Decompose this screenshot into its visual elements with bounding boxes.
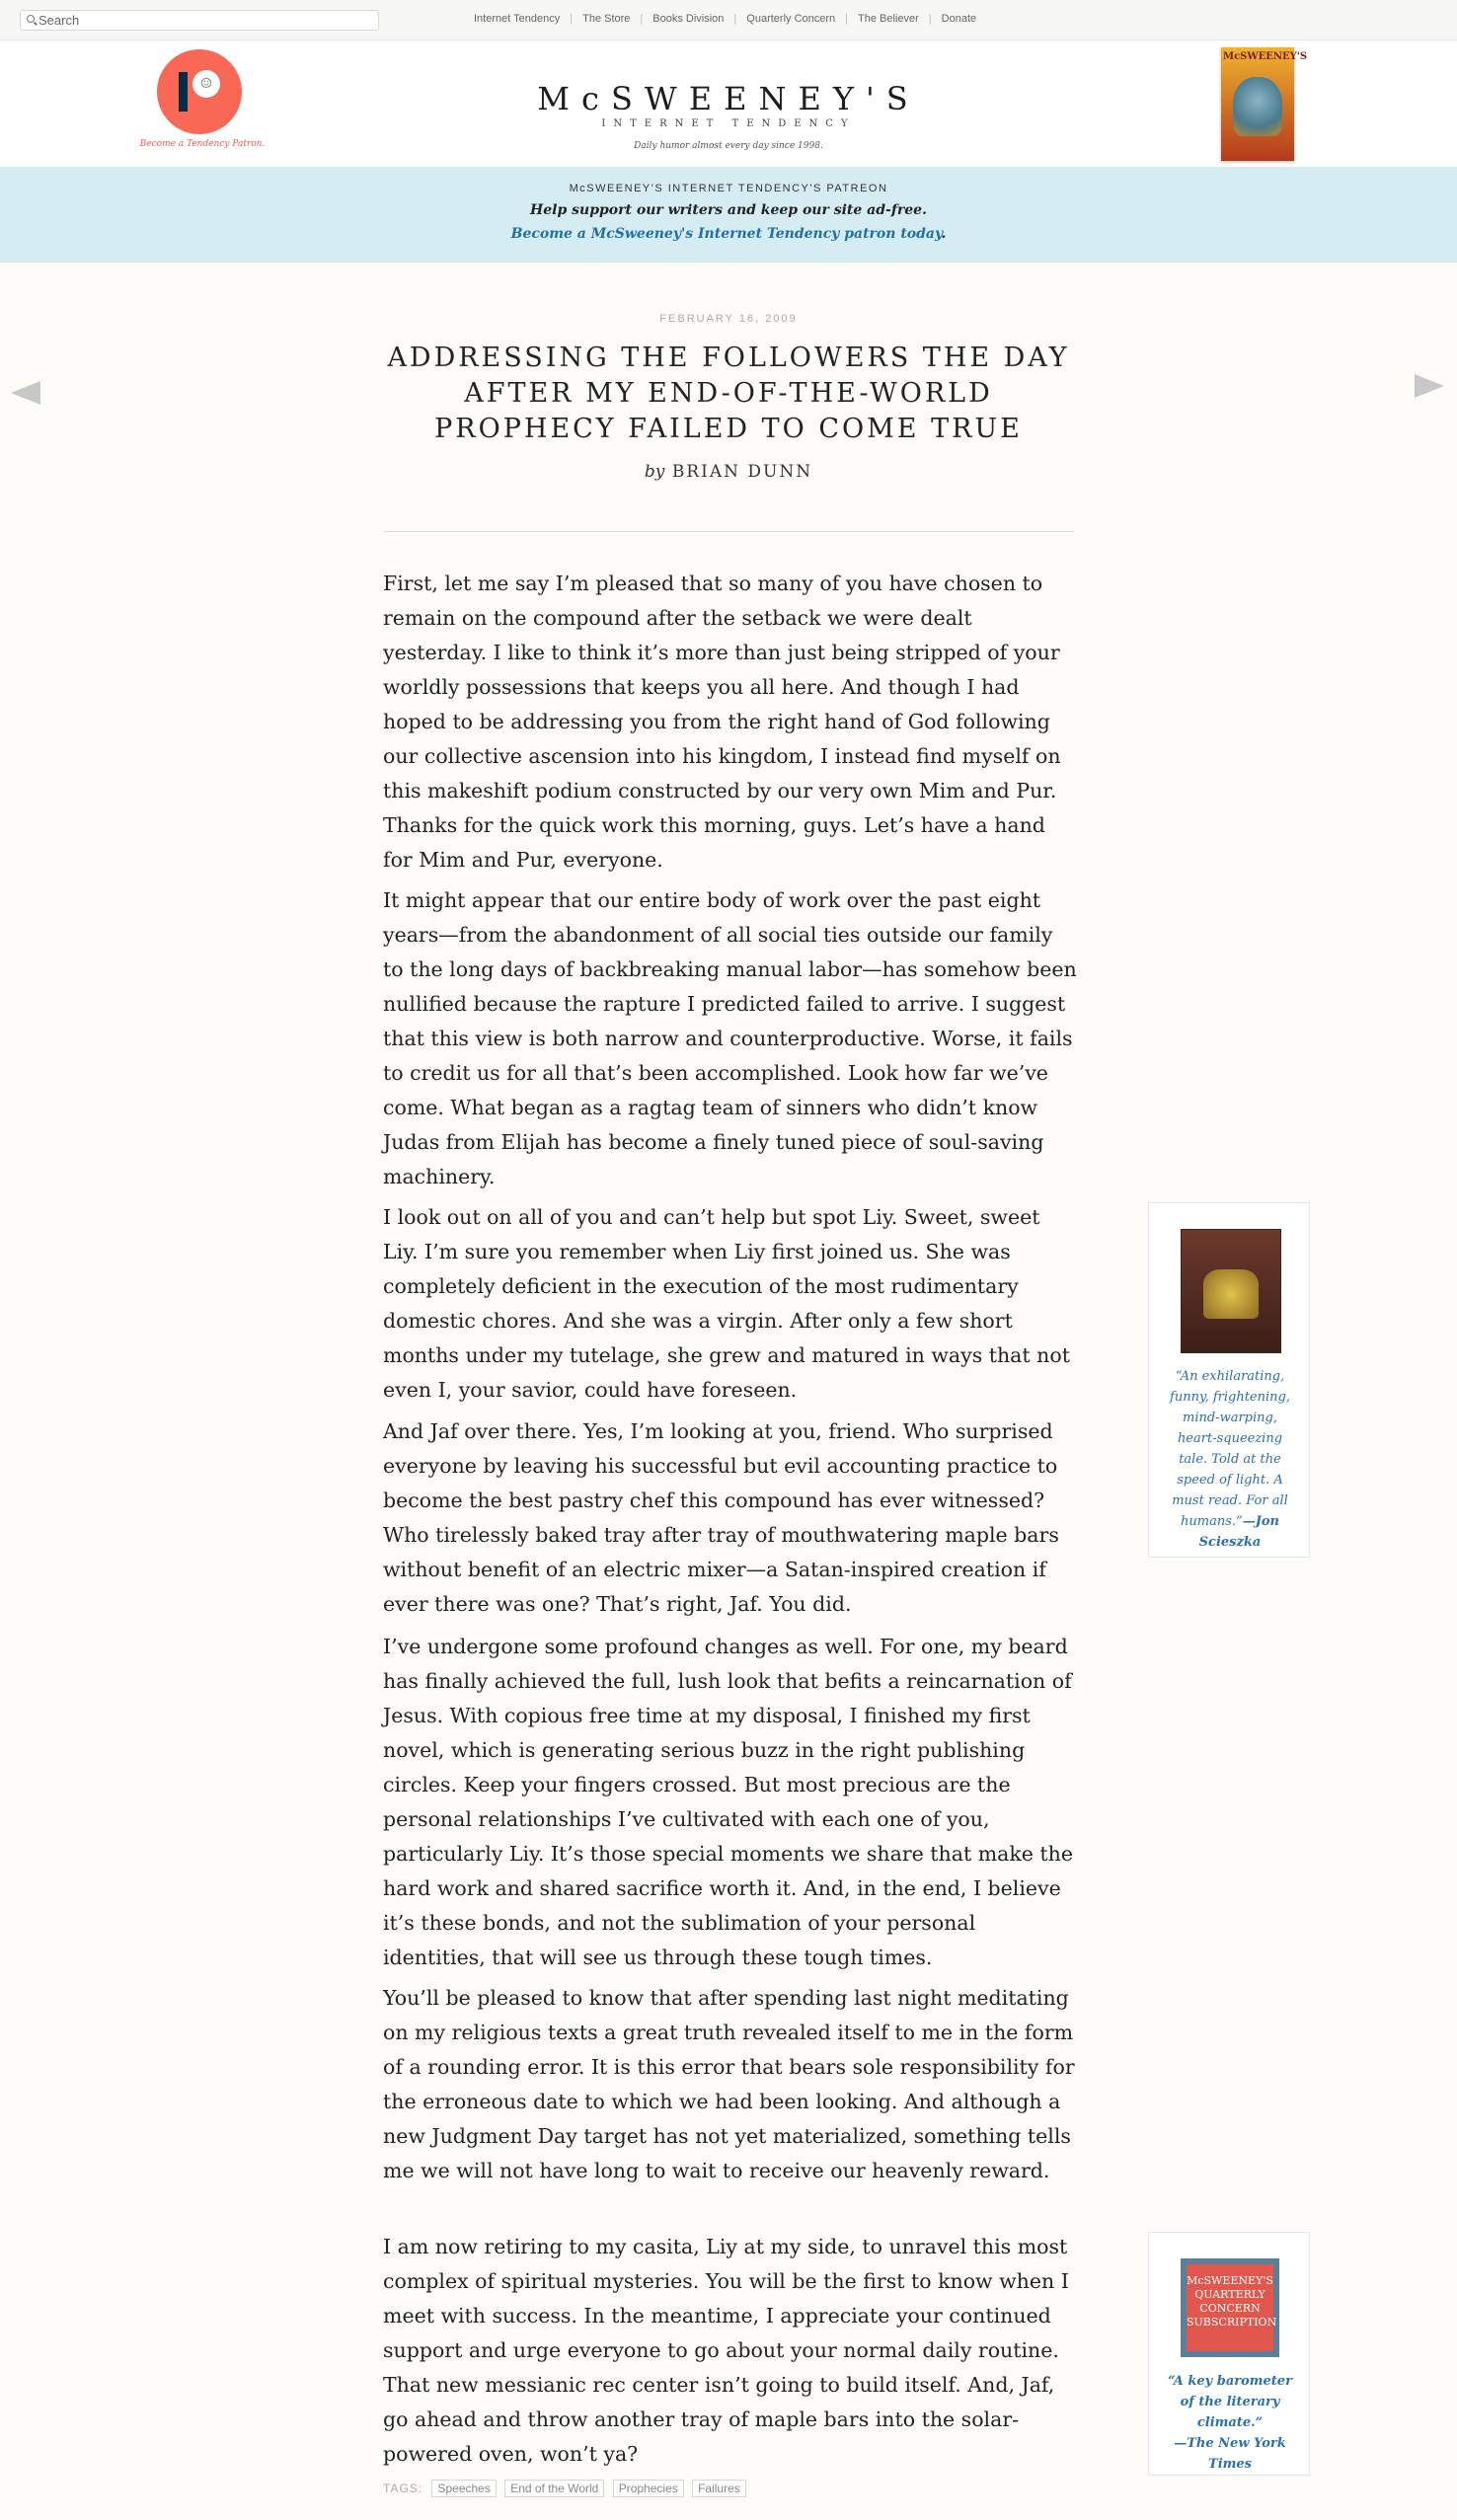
article-tags <box>383 2480 751 2497</box>
patron-link[interactable]: Become a McSweeney's Internet Tendency patron today <box>510 226 942 242</box>
ad-quote <box>1163 1366 1297 1553</box>
nav-separator: | <box>928 13 932 25</box>
ad-book-cover-image[interactable] <box>1181 1229 1281 1353</box>
site-logo[interactable]: McSWEENEY'S <box>537 80 920 117</box>
ad-quote-attribution: —The New York Times <box>1174 2436 1286 2472</box>
ad-quote-text: “An exhilarating, funny, frightening, mind-warping, heart-squeezing tale. Told at the speed of light. A must read. For all humans.” <box>1170 1369 1290 1529</box>
tag-prophecies[interactable]: Prophecies <box>613 2480 684 2497</box>
article-title: ADDRESSING THE FOLLOWERS THE DAY AFTER MY END-OF-THE-WORLD PROPHECY FAILED TO COME TRUE <box>387 343 1070 444</box>
article-paragraph: It might appear that our entire body of work over the past eight years—from the abandonment of all social ties outside our family to the long days of backbreaking manual labor—has somehow been nullified because the rapture I predicted failed to arrive. I suggest that this view is both narrow and counterproductive. Worse, it fails to credit us for all that’s been accomplished. Look how far we’ve come. What began as a ragtag team of sinners who didn’t know Judas from Elijah has become a finely tuned piece of soul-saving machinery. <box>383 888 1077 1188</box>
patreon-logo-icon[interactable] <box>157 49 242 134</box>
nav-internet-tendency[interactable]: Internet Tendency <box>474 13 561 25</box>
patron-link-line <box>0 226 1457 242</box>
article-paragraph: I’ve undergone some profound changes as well. For one, my beard has finally achieved the full, lush look that befits a reincarnation of Jesus. With copious free time at my disposal, I finished my first novel, which is generating serious buzz in the right publishing circles. Keep your fingers crossed. But most precious are the personal relationships I’ve cultivated with each one of you, particularly Liy. It’s those special moments we share that make the hard work and shared sacrifice worth it. And, in the end, I believe it’s these bonds, and not the sublimation of your personal identities, that will see us through these tough times. <box>383 1635 1074 1969</box>
ad-subscription-image[interactable] <box>1181 2258 1279 2357</box>
patron-subheading: Help support our writers and keep our site ad-free. <box>530 202 927 218</box>
nav-separator: | <box>845 13 849 25</box>
ad-quote-attribution: —Jon Scieszka <box>1198 1514 1279 1550</box>
nav-the-store[interactable]: The Store <box>582 13 631 25</box>
byline-by: by <box>644 462 665 482</box>
author-link[interactable]: BRIAN DUNN <box>671 462 813 482</box>
nav-donate[interactable]: Donate <box>941 13 977 25</box>
nav-books-division[interactable]: Books Division <box>652 13 725 25</box>
book-cover-title: McSWEENEY'S <box>1223 51 1308 62</box>
tag-speeches[interactable]: Speeches <box>431 2480 496 2497</box>
patron-heading: McSWEENEY'S INTERNET TENDENCY'S PATREON <box>569 183 888 194</box>
article-paragraph: First, let me say I’m pleased that so many of you have chosen to remain on the compound after the setback we were dealt yesterday. I like to think it’s more than just being stripped of your worldly possessions that keeps you all here. And though I had hoped to be addressing you from the right hand of God following our collective ascension into his kingdom, I instead find myself on this makeshift podium constructed by our very own Mim and Pur. Thanks for the quick work this morning, guys. Let’s have a hand for Mim and Pur, everyone. <box>383 572 1061 872</box>
ad-subscription-image-text: McSWEENEY'S QUARTERLY CONCERN SUBSCRIPTION <box>1187 2274 1277 2329</box>
search-input[interactable] <box>38 11 364 30</box>
top-nav <box>474 13 976 25</box>
site-tagline: INTERNET TENDENCY <box>601 118 856 129</box>
patron-banner <box>0 167 1457 263</box>
patreon-caption-link[interactable]: Become a Tendency Patron. <box>139 139 266 149</box>
search-icon <box>27 15 35 23</box>
article-byline <box>383 462 1074 482</box>
book-cover-image[interactable] <box>1221 47 1308 161</box>
article-paragraph: And Jaf over there. Yes, I’m looking at you, friend. Who surprised everyone by leaving his successful but evil accounting practice to become the best pastry chef this compound has ever witnessed? Who tirelessly baked tray after tray of mouthwatering maple bars without benefit of an electric mixer—a Satan-inspired creation if ever there was one? That’s right, Jaf. You did. <box>383 1419 1059 1616</box>
ad-quote <box>1163 2371 1297 2475</box>
nav-separator: | <box>570 13 574 25</box>
search-box[interactable] <box>20 10 379 31</box>
site-header <box>0 40 1457 168</box>
nav-separator: | <box>733 13 737 25</box>
tag-end-of-the-world[interactable]: End of the World <box>504 2480 604 2497</box>
patreon-mascot-icon: ☺ <box>192 70 220 98</box>
sidebar-ad-subscription[interactable] <box>1148 2232 1310 2476</box>
previous-article-arrow-icon[interactable] <box>11 381 40 405</box>
site-since: Daily humor almost every day since 1998. <box>634 141 823 151</box>
title-divider <box>383 531 1074 532</box>
article-paragraph: I look out on all of you and can’t help but spot Liy. Sweet, sweet Liy. I’m sure you remember when Liy first joined us. She was completely deficient in the execution of the most rudimentary domestic chores. And she was a virgin. After only a few short months under my tutelage, she grew and matured in ways that not even I, your savior, could have foreseen. <box>383 1205 1070 1402</box>
article-date: FEBRUARY 16, 2009 <box>659 313 798 325</box>
tag-failures[interactable]: Failures <box>692 2480 746 2497</box>
ad-quote-text: “A key barometer of the literary climate.” <box>1168 2374 1292 2430</box>
top-bar <box>0 0 1457 40</box>
book-cover-art <box>1233 77 1282 136</box>
sidebar-ad-book[interactable] <box>1148 1202 1310 1558</box>
patreon-bar <box>179 72 188 112</box>
article-paragraph: You’ll be pleased to know that after spending last night meditating on my religious texts a great truth revealed itself to me in the form of a rounding error. It is this error that bears sole responsibility for the erroneous date to which we had been looking. And although a new Judgment Day target has not yet materialized, something tells me we will not have long to wait to receive our heavenly reward. <box>383 1986 1075 2182</box>
patron-link-end: . <box>941 226 947 242</box>
ad-book-cover-art <box>1203 1269 1259 1319</box>
article-paragraph: I am now retiring to my casita, Liy at my side, to unravel this most complex of spiritual mysteries. You will be the first to know when I meet with success. In the meantime, I appreciate your continued support and urge everyone to go about your normal daily routine. That new messianic rec center isn’t going to build itself. And, Jaf, go ahead and throw another tray of maple bars into the solar-powered oven, won’t ya? <box>383 2235 1069 2466</box>
nav-quarterly-concern[interactable]: Quarterly Concern <box>746 13 836 25</box>
tags-label: TAGS: <box>383 2482 423 2495</box>
nav-separator: | <box>640 13 644 25</box>
nav-the-believer[interactable]: The Believer <box>858 13 919 25</box>
next-article-arrow-icon[interactable] <box>1415 374 1444 398</box>
